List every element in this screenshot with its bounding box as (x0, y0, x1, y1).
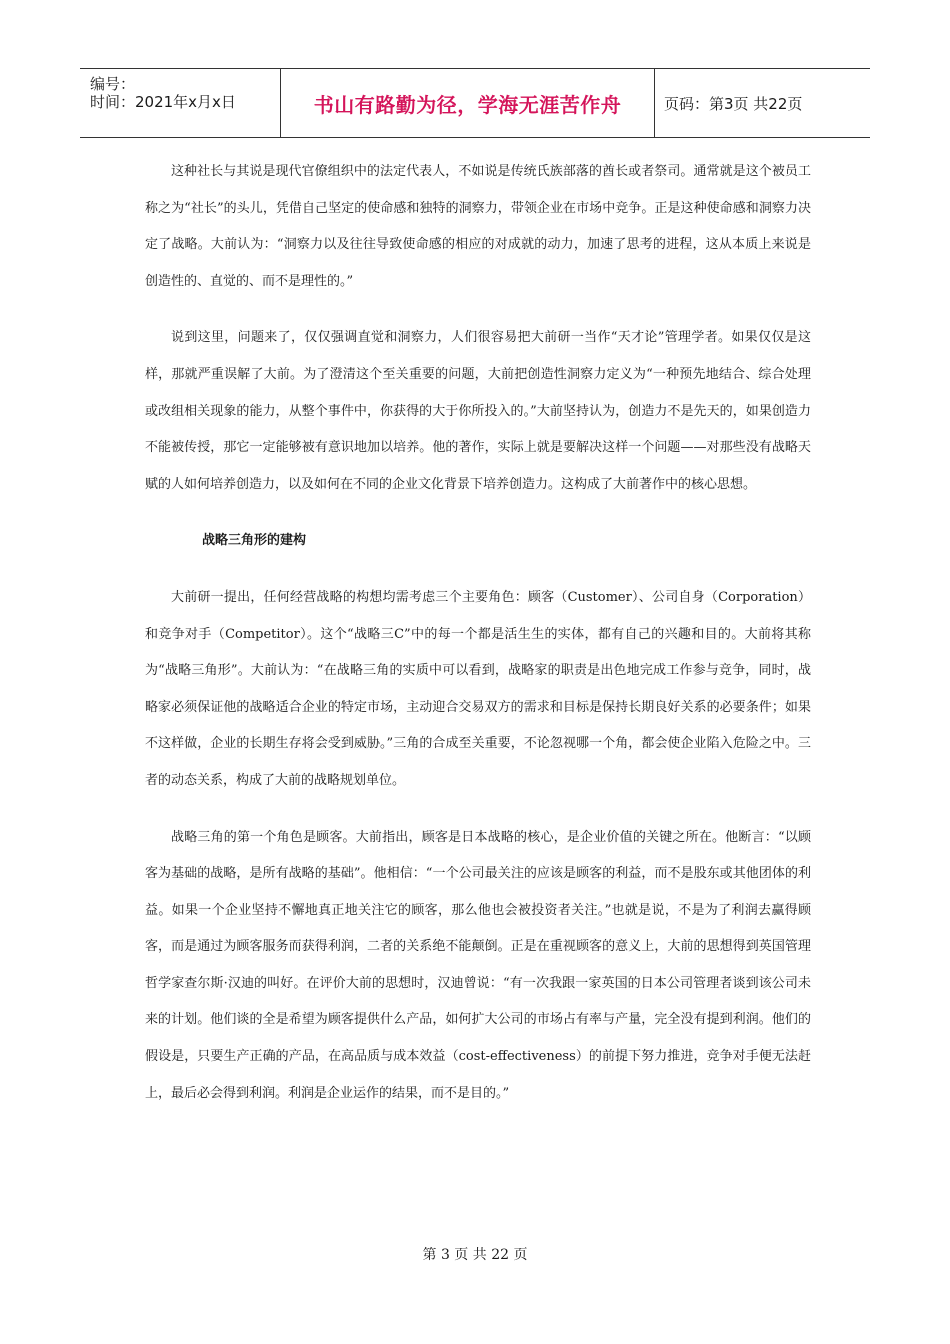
page-header (80, 68, 870, 138)
document-number-label: 编号： (90, 75, 136, 93)
header-meta (80, 69, 280, 137)
paragraph-2: 说到这里，问题来了，仅仅强调直觉和洞察力，人们很容易把大前研一当作“天才论”管理学者。如果仅仅是这样，那就严重误解了大前。为了澄清这个至关重要的问题，大前把创造性洞察力定义为“一种预先地结合、综合处理或改组相关现象的能力，从整个事件中，你获得的大于你所投入的。”大前坚持认为，创造力不是先天的，如果创造力不能被传授，那它一定能够被有意识地加以培养。他的著作，实际上就是要解决这样一个问题——对那些没有战略天赋的人如何培养创造力，以及如何在不同的企业文化背景下培养创造力。这构成了大前著作中的核心思想。 (145, 330, 811, 492)
header-motto: 书山有路勤为径，学海无涯苦作舟 (313, 92, 622, 117)
page-footer: 第 3 页 共 22 页 (422, 1247, 528, 1263)
document-body (145, 154, 811, 1112)
header-page-label: 页码：第3页 共22页 (664, 94, 803, 113)
header-motto-cell (280, 69, 655, 137)
paragraph-3: 大前研一提出，任何经营战略的构想均需考虑三个主要角色：顾客（Customer）、公司自身（Corporation）和竞争对手（Competitor）。这个“战略三C”中的每一个都是活生生的实体，都有自己的兴趣和目的。大前将其称为“战略三角形”。大前认为：“在战略三角的实质中可以看到，战略家的职责是出色地完成工作参与竞争，同时，战略家必须保证他的战略适合企业的特定市场，主动迎合交易双方的需求和目标是保持长期良好关系的必要条件；如果不这样做，企业的长期生存将会受到威胁。”三角的合成至关重要，不论忽视哪一个角，都会使企业陷入危险之中。三者的动态关系，构成了大前的战略规划单位。 (145, 589, 811, 788)
section-heading: 战略三角形的建构 (202, 533, 307, 549)
paragraph-4: 战略三角的第一个角色是顾客。大前指出，顾客是日本战略的核心，是企业价值的关键之所在。他断言：“以顾客为基础的战略，是所有战略的基础”。他相信：“一个公司最关注的应该是顾客的利益，而不是股东或其他团体的利益。如果一个企业坚持不懈地真正地关注它的顾客，那么他也会被投资者关注。”也就是说，不是为了利润去赢得顾客，而是通过为顾客服务而获得利润，二者的关系绝不能颠倒。正是在重视顾客的意义上，大前的思想得到英国管理哲学家查尔斯·汉迪的叫好。在评价大前的思想时，汉迪曾说：“有一次我跟一家英国的日本公司管理者谈到该公司未来的计划。他们谈的全是希望为顾客提供什么产品，如何扩大公司的市场占有率与产量，完全没有提到利润。他们的假设是，只要生产正确的产品，在高品质与成本效益（cost-effectiveness）的前提下努力推进，竞争对手便无法赶上，最后必会得到利润。利润是企业运作的结果，而不是目的。” (145, 829, 811, 1101)
paragraph-1: 这种社长与其说是现代官僚组织中的法定代表人，不如说是传统氏族部落的酋长或者祭司。通常就是这个被员工称之为“社长”的头儿，凭借自己坚定的使命感和独特的洞察力，带领企业在市场中竞争。正是这种使命感和洞察力决定了战略。大前认为：“洞察力以及往往导致使命感的相应的对成就的动力，加速了思考的进程，这从本质上来说是创造性的、直觉的、而不是理性的。” (145, 164, 811, 289)
header-page-cell (654, 69, 870, 137)
document-date-label: 时间：2021年x月x日 (90, 93, 236, 111)
